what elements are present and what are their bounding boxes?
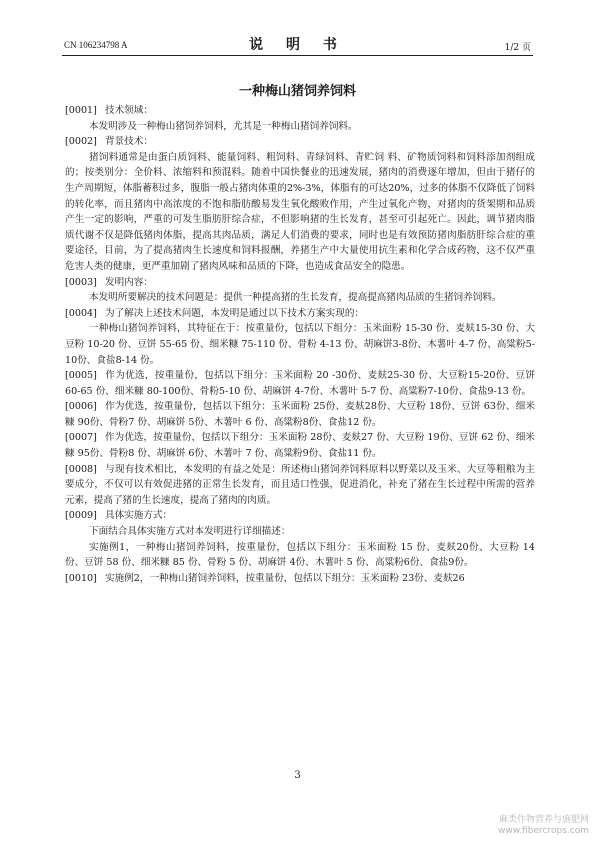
page-number: 3 (294, 770, 301, 781)
paragraph-number: [0007] (65, 432, 97, 444)
document-title: 一种梅山猪饲养饲料 (238, 84, 356, 99)
paragraph-text: 作为优选，按重量份，包括以下组分：玉米面粉 28份、麦麸27 份、大豆粉 19份、豆饼 62 份、细米糠 95份、骨粉8 份、胡麻饼 6份、木薯叶 7 份、高粱粉9份、食盐11 份。 (65, 432, 535, 460)
paragraph-text: 猪饲料通常是由蛋白质饲料、能量饲料、粗饲料、青绿饲料、青贮饲 料、矿物质饲料和饲料添加剂组成的；按类别分：全价料、浓缩料和预混料。随着中国快餐业的迅速发展，猪肉的消费逐年增加，但由于猪仔的生产周期短，体脂蓄积过多，腹脂一般占猪肉体重的2%-3%，体脂有的可达20%，过多的体脂不仅降低了饲料的转化率，而且猪肉中高浓度的不饱和脂肪酸易发生氧化酸败作用，产生过氧化产物，对猪肉的货架期和品质产生一定的影响，严重的可发生脂肪肝综合症，不但影响猪的生长发育，甚至可引起死亡。因此，调节猪肉脂质代谢不仅是降低猪肉体脂，提高其肉品质，满足人们消费的要求，同时也是有效预防猪肉脂肪肝综合症的重要途径，目前，为了提高猪肉生长速度和饲料报酬，养猪生产中大量使用抗生素和化学合成药物，这不仅严重危害人类的健康，更严重加剧了猪肉风味和品质的下降，也造成食品安全的隐患。 (65, 151, 535, 272)
paragraph-text: 作为优选，按重量份，包括以下组分：玉米面粉 25份、麦麸28份、大豆粉 18份、豆饼 63份、细米糠 90份、骨粉7 份、胡麻饼 5份、木薯叶 6 份、高粱粉8份、食盐12 份。 (65, 401, 535, 428)
paragraph-number: [0009] (65, 510, 97, 522)
paragraph (65, 430, 535, 461)
paragraph-number: [0010] (65, 572, 97, 584)
paragraph-number: [0006] (65, 401, 97, 413)
paragraph-text: 本发明所要解决的技术问题是：提供一种提高猪的生长发育，提高提高猪肉品质的生猪饲养饲料。 (89, 292, 502, 304)
paragraph (65, 119, 535, 135)
paragraph-number: [0003] (65, 276, 97, 288)
paragraph-number: [0002] (65, 136, 97, 148)
watermark-url: www.fibercrops.com (498, 826, 589, 836)
watermark-title: 麻类作物营养与施肥网 (498, 815, 589, 825)
header-rule (62, 55, 533, 56)
paragraph (65, 399, 535, 430)
paragraph-text: 为了解决上述技术问题，本发明是通过以下技术方案实现的： (105, 307, 365, 319)
paragraph-text: 具体实施方式： (105, 510, 173, 522)
paragraph-number: [0004] (65, 307, 97, 319)
paragraph (65, 368, 535, 399)
paragraph-text: 技术领域： (105, 105, 153, 116)
site-watermark (498, 815, 589, 837)
paragraph (65, 524, 535, 540)
paragraph-text: 与现有技术相比，本发明的有益之处是：所述梅山猪饲养饲料原料以野菜以及玉米、大豆等粗粮为主要成分，不仅可以有效促进猪的正常生长发育，而且适口性强，促进消化，补充了猪在生长过程中所需的营养元素，提高了猪的生长速度，提高了猪肉的肉质。 (65, 463, 535, 506)
paragraph (65, 508, 535, 524)
paragraph (65, 571, 535, 587)
paragraph (65, 290, 535, 306)
paragraph-number: [0008] (65, 463, 97, 475)
paragraph (65, 134, 535, 150)
paragraph (65, 321, 535, 368)
paragraph-text: 下面结合具体实施方式对本发明进行详细描述： (89, 526, 291, 538)
document-type: 说 明 书 (249, 37, 346, 53)
paragraph-text: 作为优选，按重量份，包括以下组分：玉米面粉 20 -30份、麦麸25-30 份、大豆粉15-20份、豆饼 60-65 份、细米糠 80-100份、骨粉5-10 份、胡麻饼 4-7份、木薯叶 5-7 份、高粱粉7-10份、食盐9-13 份。 (65, 370, 535, 397)
paragraph-text: 本发明涉及一种梅山猪饲养饲料，尤其是一种梅山猪饲养饲料。 (89, 120, 358, 132)
body-text (65, 103, 535, 586)
paragraph-number: [0005] (65, 370, 97, 382)
page-indicator: 1/2 页 (504, 43, 531, 53)
paragraph (65, 540, 535, 571)
paragraph-number: [0001] (65, 105, 97, 116)
paragraph-text: 背景技术： (105, 136, 153, 148)
paragraph (65, 275, 535, 291)
paragraph (65, 150, 535, 275)
paragraph-text: 发明内容： (105, 276, 153, 288)
paragraph-text: 实施例1，一种梅山猪饲养饲料，按重量份，包括以下组分：玉米面粉 15 份、麦麸20份、大豆粉 14 份、豆饼 58 份、细米糠 85 份、骨粉 5 份、胡麻饼 4份、木薯叶 5 份、高粱粉6份、食盐9份。 (65, 541, 535, 569)
paragraph (65, 462, 535, 509)
paragraph-text: 一种梅山猪饲养饲料，其特征在于：按重量份，包括以下组分：玉米面粉 15-30 份、麦麸15-30 份、大豆粉 10-20 份、豆饼 55-65 份、细米糠 75-110 份、骨粉 4-13 份、胡麻饼3-8份、木薯叶 4-7 份、高粱粉5-10份、食盐8-14 份。 (65, 323, 535, 366)
paragraph (65, 306, 535, 322)
patent-number: CN 106234798 A (64, 40, 128, 50)
page-header (0, 0, 595, 60)
paragraph (65, 103, 535, 119)
paragraph-text: 实施例2，一种梅山猪饲养饲料，按重量份，包括以下组分：玉米面粉 23份、麦麸26 (105, 572, 465, 584)
